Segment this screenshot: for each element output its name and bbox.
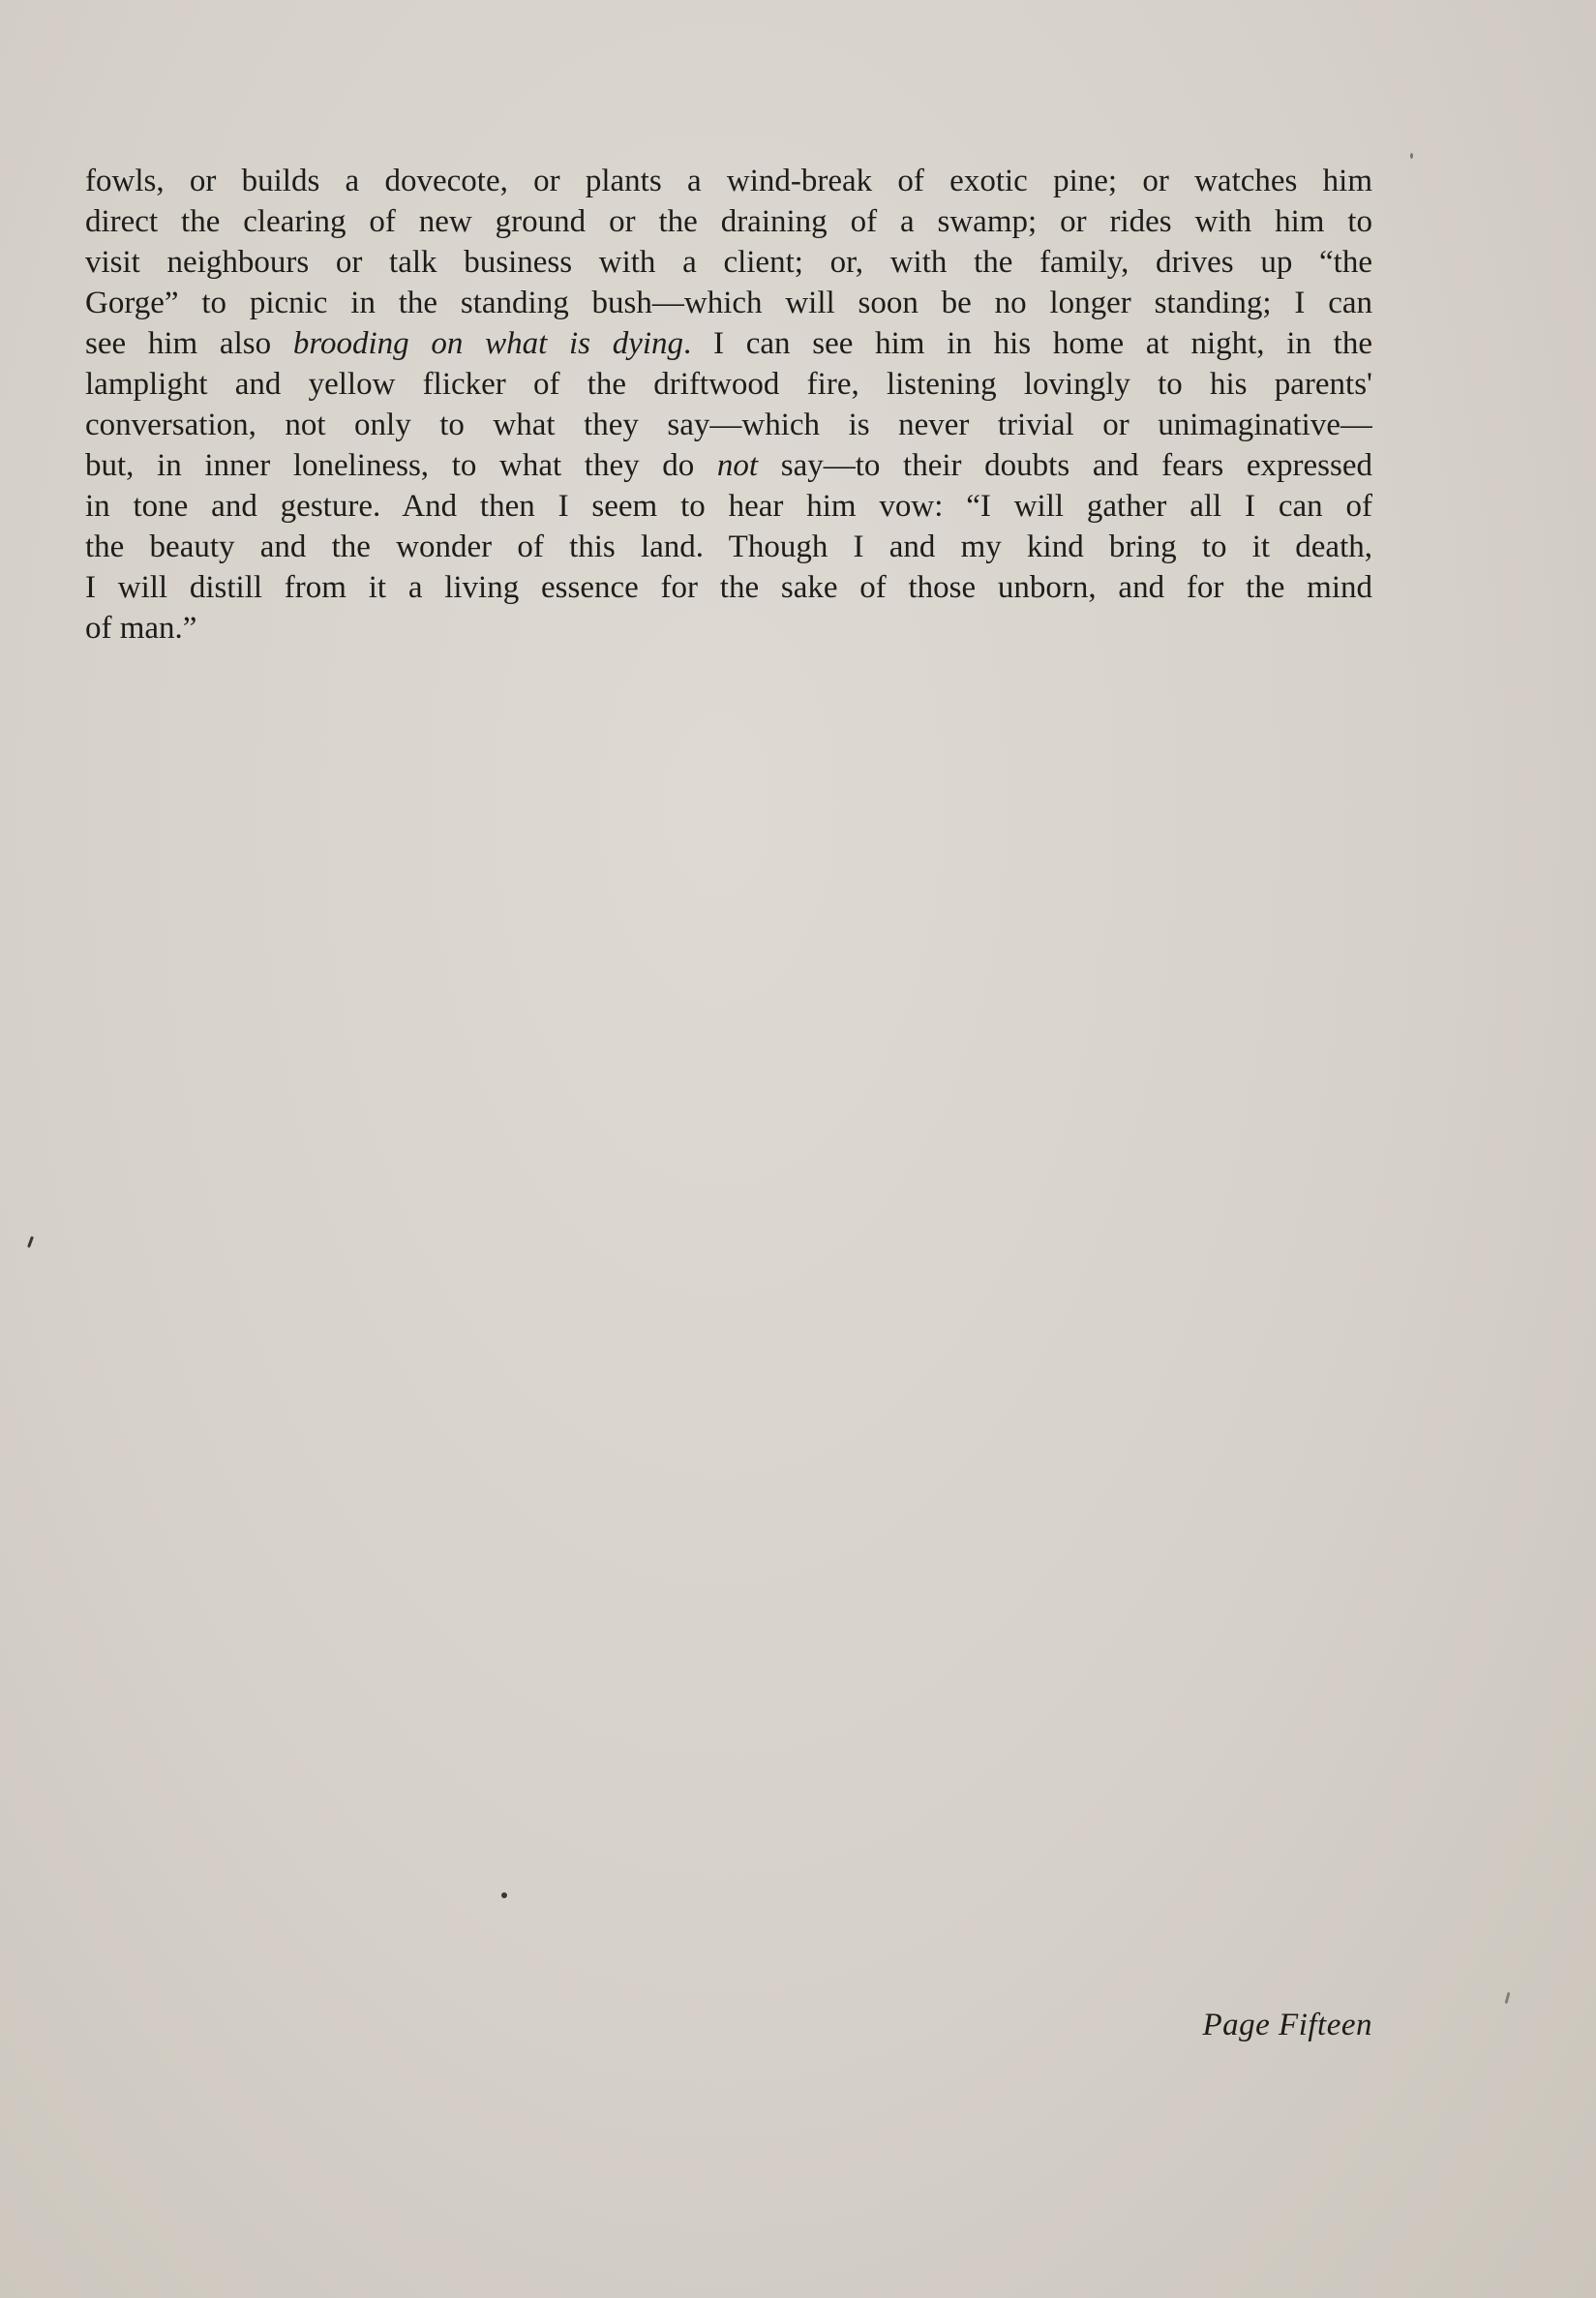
text-line: the beauty and the wonder of this land. Though I and my kind bring to it death, [85, 529, 1372, 564]
paper-speck [1504, 1992, 1510, 2004]
paper-speck [1410, 153, 1413, 159]
paper-speck [27, 1236, 34, 1248]
text-line: visit neighbours or talk business with a client; or, with the family, drives up “the [85, 245, 1372, 280]
italic-phrase: brooding on what is dying [292, 326, 684, 361]
text-segment: but, in inner loneliness, to what they do [85, 448, 717, 483]
italic-word: not [716, 448, 759, 483]
text-line: lamplight and yellow flicker of the driftwood fire, listening lovingly to his parents' [85, 367, 1372, 402]
text-line [85, 323, 1372, 364]
text-line: conversation, not only to what they say—which is never trivial or unimaginative— [85, 408, 1372, 442]
page-number: Page Fifteen [1202, 2008, 1372, 2042]
text-segment: . I can see him in his home at night, in the [683, 326, 1372, 361]
text-segment: say—to their doubts and fears expressed [758, 448, 1372, 483]
text-line: of man.” [85, 611, 197, 646]
paper-speck [501, 1892, 507, 1898]
text-line: I will distill from it a living essence for the sake of those unborn, and for the mind [85, 570, 1372, 605]
text-line: direct the clearing of new ground or the draining of a swamp; or rides with him to [85, 204, 1372, 239]
text-line: in tone and gesture. And then I seem to hear him vow: “I will gather all I can of [85, 489, 1372, 524]
text-line: fowls, or builds a dovecote, or plants a wind-break of exotic pine; or watches him [85, 164, 1372, 198]
text-line: Gorge” to picnic in the standing bush—which will soon be no longer standing; I can [85, 286, 1372, 320]
text-line [85, 445, 1372, 486]
body-paragraph [85, 161, 1372, 649]
text-segment: see him also [85, 326, 293, 361]
